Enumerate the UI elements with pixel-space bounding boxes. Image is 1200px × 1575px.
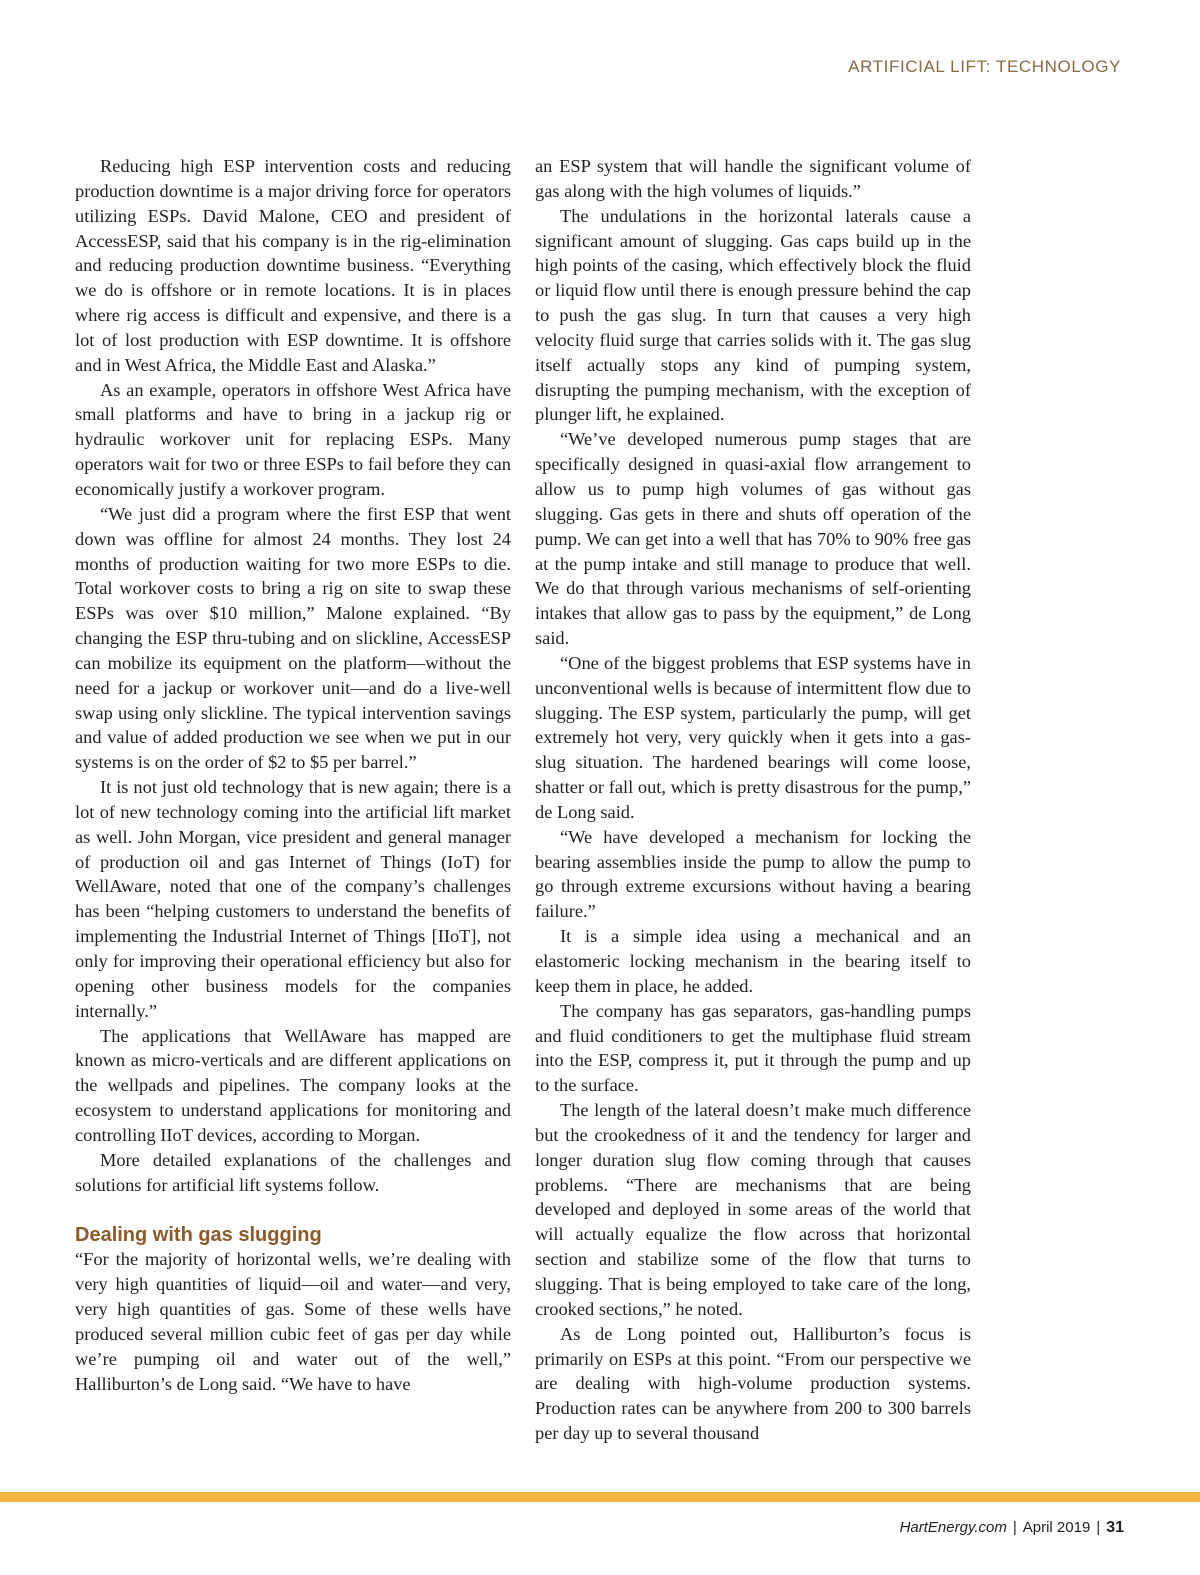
paragraph: The applications that WellAware has mapped are known as micro-verticals and are different applications on the wellpads and pipelines. The company looks at the ecosystem to understand applications for monitoring and controlling IIoT devices, according to Morgan. xyxy=(75,1025,511,1145)
page-number: 31 xyxy=(1106,1519,1124,1536)
paragraph: “One of the biggest problems that ESP systems have in unconventional wells is because of intermittent flow due to slugging. The ESP system, particularly the pump, will get extremely hot very, very quickly when it gets into a gas-slug situation. The hardened bearings will come loose, shatter or fall out, which is pretty disastrous for the pump,” de Long said. xyxy=(535,652,971,822)
paragraph: “For the majority of horizontal wells, we’re dealing with very high quantities of liquid—oil and water—and very, very high quantities of gas. Some of these wells have produced several million cubic feet of gas per day while we’re pumping oil and water out of the well,” Halliburton’s de Long said. “We have to have xyxy=(75,1249,511,1394)
footer-separator: | xyxy=(1096,1519,1101,1536)
paragraph: “We have developed a mechanism for locking the bearing assemblies inside the pump to allow the pump to go through extreme excursions without having a bearing failure.” xyxy=(535,826,971,922)
paragraph: Reducing high ESP intervention costs and reducing production downtime is a major driving force for operators utilizing ESPs. David Malone, CEO and president of AccessESP, said that his company is in the rig-elimination and reducing production downtime business. “Everything we do is offshore or in remote locations. It is in places where rig access is difficult and expensive, and there is a lot of lost production with ESP downtime. It is offshore and in West Africa, the Middle East and Alaska.” xyxy=(75,156,511,375)
footer-separator: | xyxy=(1012,1519,1017,1536)
page-footer xyxy=(900,1519,1124,1537)
section-heading: Dealing with gas slugging xyxy=(75,1224,322,1247)
paragraph: “We just did a program where the first ESP that went down was offline for almost 24 months. They lost 24 months of production waiting for two more ESPs to die. Total workover costs to bring a rig on site to swap these ESPs was over $10 million,” Malone explained. “By changing the ESP thru-tubing and on slickline, AccessESP can mobilize its equipment on the platform—without the need for a jackup or workover unit—and do a live-well swap using only slickline. The typical intervention savings and value of added production we see when we put in our systems is on the order of $2 to $5 per barrel.” xyxy=(75,503,511,773)
footer-site: HartEnergy.com xyxy=(899,1519,1007,1536)
footer-accent-rule xyxy=(0,1492,1200,1502)
left-column xyxy=(75,154,511,1397)
running-header xyxy=(848,57,1121,77)
header-section: ARTIFICIAL LIFT: xyxy=(848,57,991,76)
paragraph: It is not just old technology that is new again; there is a lot of new technology coming into the artificial lift market as well. John Morgan, vice president and general manager of production oil and gas Internet of Things (IoT) for WellAware, noted that one of the company’s challenges has been “helping customers to understand the benefits of implementing the Industrial Internet of Things [IIoT], not only for improving their operational efficiency but also for opening other business models for the companies internally.” xyxy=(75,777,511,1021)
paragraph: “We’ve developed numerous pump stages that are specifically designed in quasi-axial flow arrangement to allow us to pump high volumes of gas without gas slugging. Gas gets in there and shuts off operation of the pump. We can get into a well that has 70% to 90% free gas at the pump intake and still manage to produce that well. We do that through various mechanisms of self-orienting intakes that allow gas to pass by the equipment,” de Long said. xyxy=(535,429,971,649)
paragraph: More detailed explanations of the challenges and solutions for artificial lift systems follow. xyxy=(75,1149,511,1195)
paragraph: The company has gas separators, gas-handling pumps and fluid conditioners to get the multiphase fluid stream into the ESP, compress it, put it through the pump and up to the surface. xyxy=(535,1000,971,1096)
paragraph: The undulations in the horizontal laterals cause a significant amount of slugging. Gas caps build up in the high points of the casing, which effectively block the fluid or liquid flow until there is enough pressure behind the cap to push the gas slug. In turn that causes a very high velocity fluid surge that carries solids with it. The gas slug itself actually stops any kind of pumping system, disrupting the pumping mechanism, with the exception of plunger lift, he explained. xyxy=(535,205,971,425)
header-topic: TECHNOLOGY xyxy=(995,57,1121,76)
paragraph: As de Long pointed out, Halliburton’s focus is primarily on ESPs at this point. “From our perspective we are dealing with high-volume production systems. Production rates can be anywhere from 200 to 300 barrels per day up to several thousand xyxy=(535,1323,971,1444)
paragraph: It is a simple idea using a mechanical and an elastomeric locking mechanism in the bearing itself to keep them in place, he added. xyxy=(535,926,971,996)
paragraph-continuation: an ESP system that will handle the significant volume of gas along with the high volumes of liquids.” xyxy=(535,156,971,201)
paragraph: The length of the lateral doesn’t make much difference but the crookedness of it and the tendency for larger and longer duration slug flow coming through that causes problems. “There are mechanisms that are being developed and deployed in some areas of the world that will actually equalize the flow across that horizontal section and stabilize some of the flow that turns to slugging. That is being employed to take care of the long, crooked sections,” he noted. xyxy=(535,1100,971,1319)
footer-date: April 2019 xyxy=(1022,1519,1091,1536)
paragraph: As an example, operators in offshore West Africa have small platforms and have to bring in a jackup rig or hydraulic workover unit for replacing ESPs. Many operators wait for two or three ESPs to fail before they can economically justify a workover program. xyxy=(75,379,511,499)
right-column xyxy=(535,154,971,1446)
